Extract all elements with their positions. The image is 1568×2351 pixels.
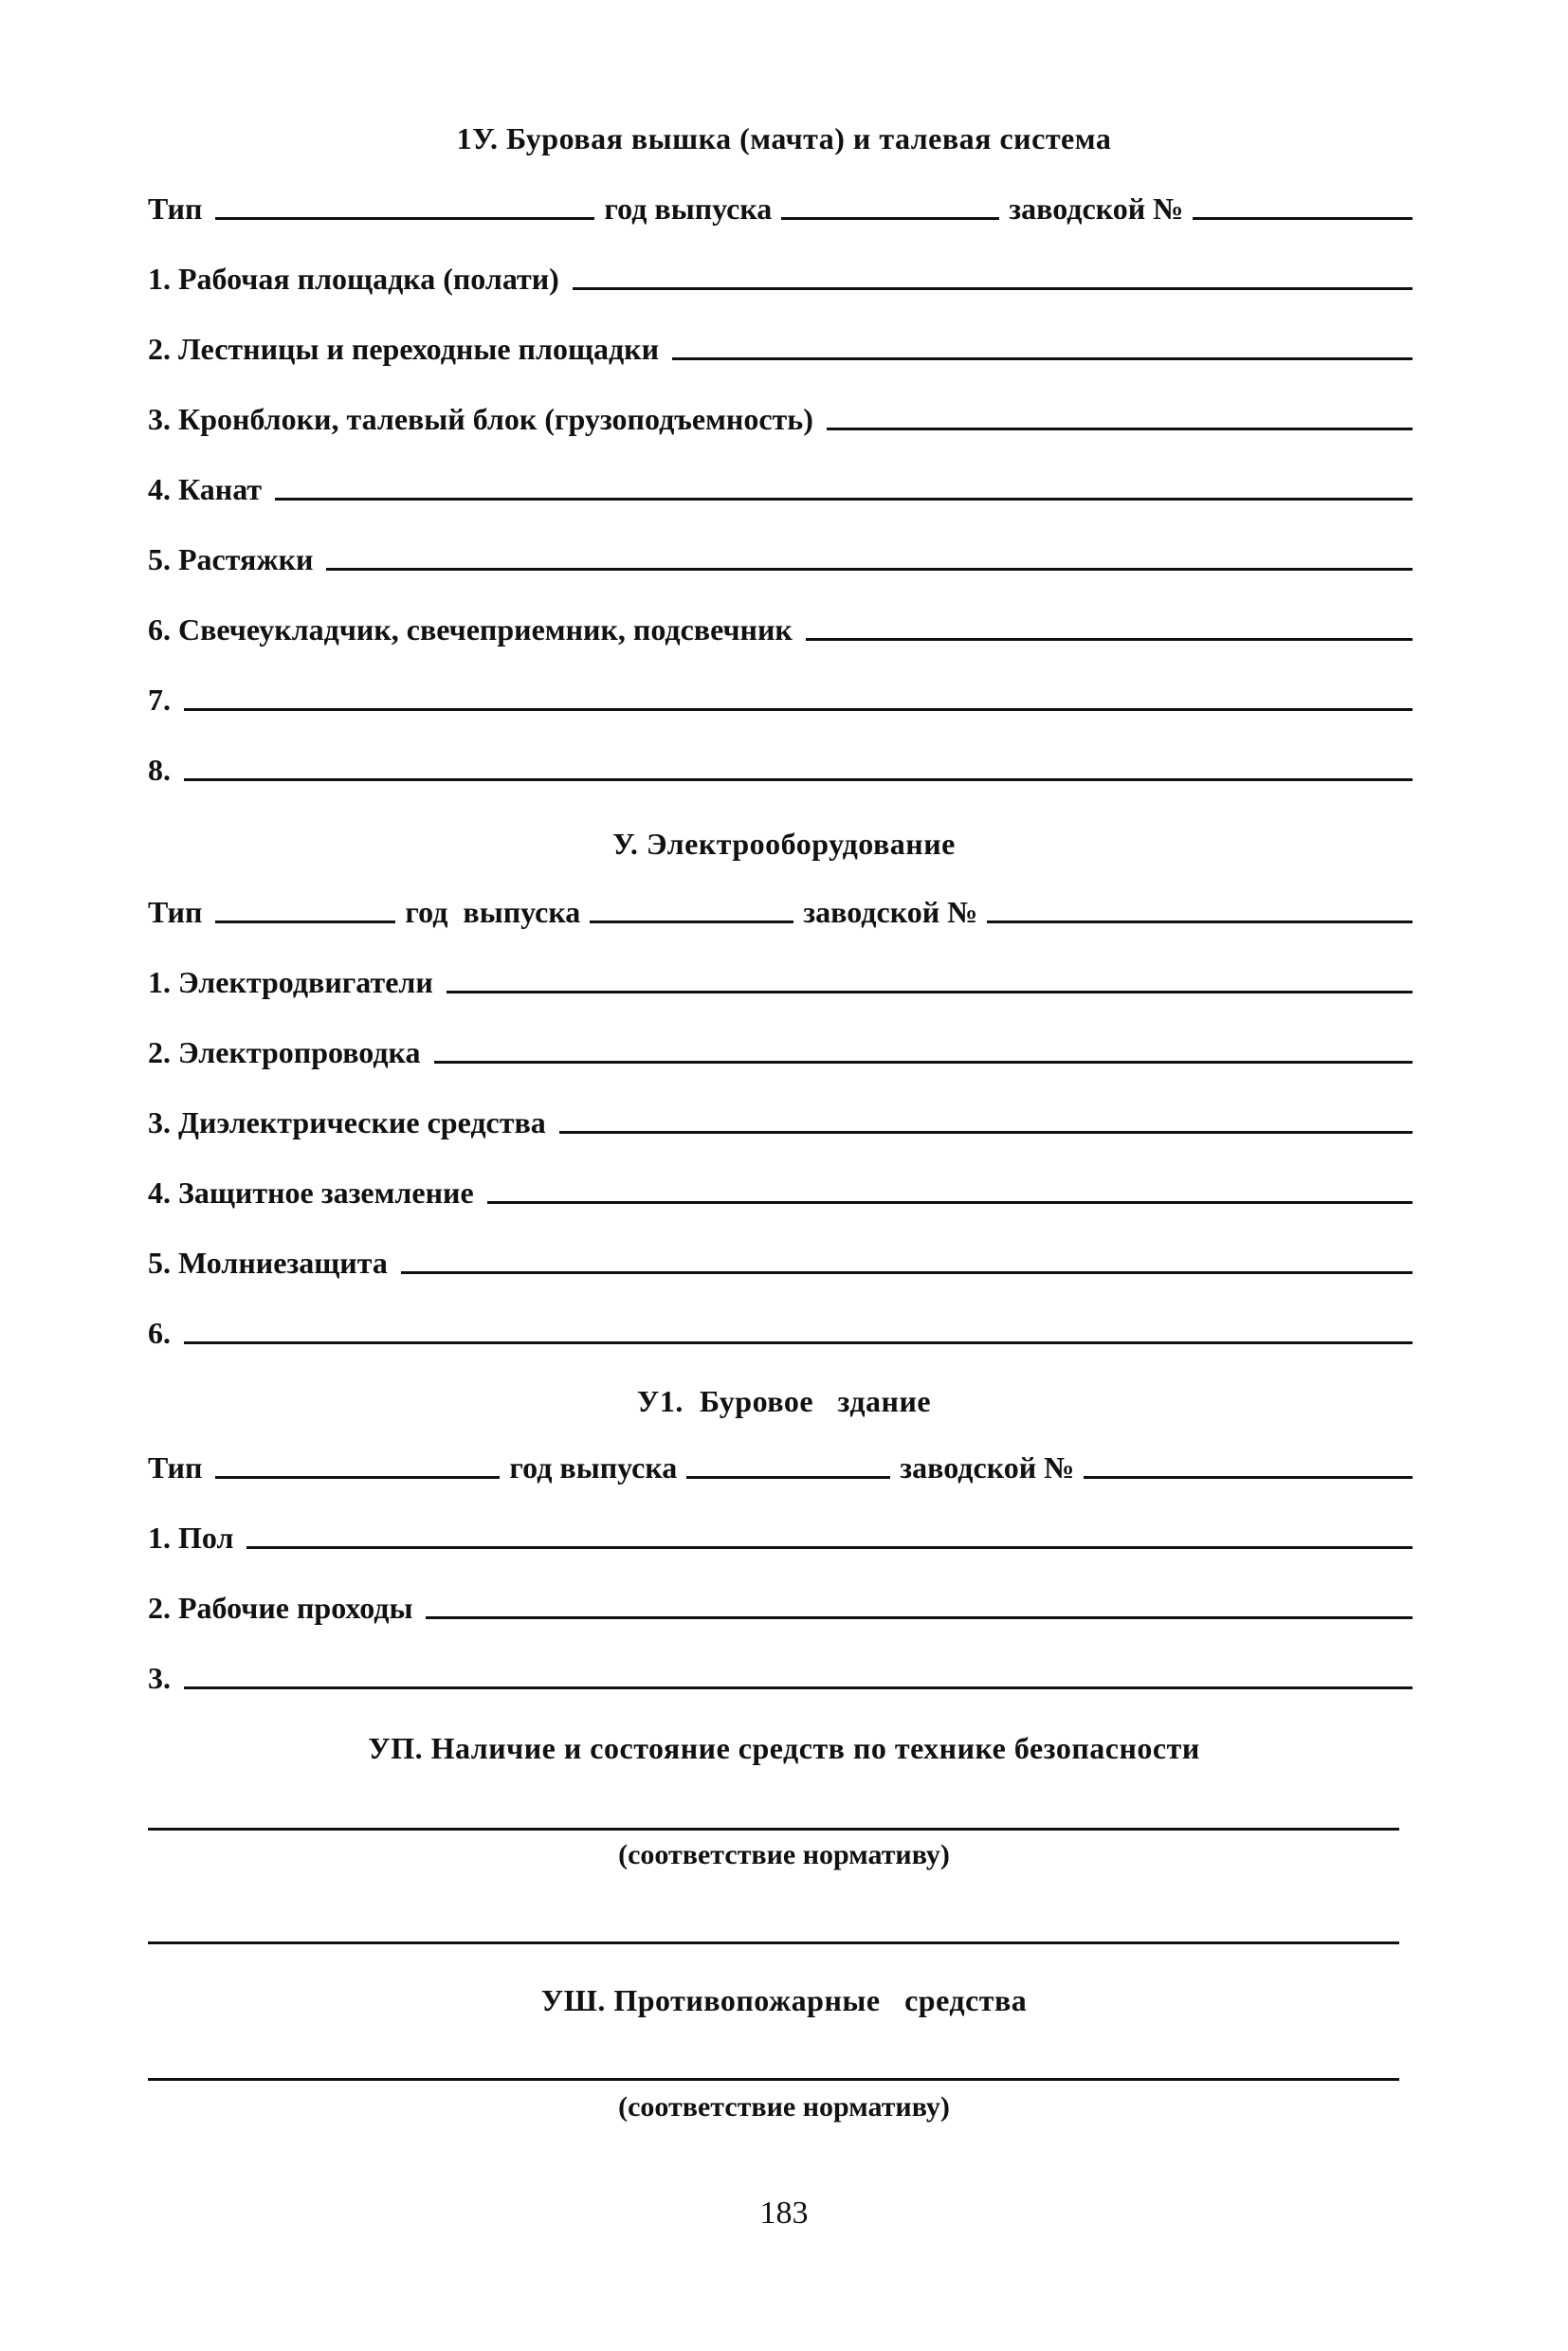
- item-field[interactable]: [326, 568, 1413, 571]
- section-8-field[interactable]: [148, 2078, 1399, 2081]
- item-label: 1. Рабочая площадка (полати): [148, 262, 559, 296]
- section-5-type-row: [148, 889, 1413, 931]
- serial-label: заводской №: [803, 895, 978, 929]
- item-field[interactable]: [184, 1686, 1413, 1689]
- section-6-type-row: [148, 1445, 1413, 1486]
- item-label: 6.: [148, 1316, 171, 1350]
- section-7-title: УП. Наличие и состояние средств по технике безопасности: [368, 1731, 1200, 1765]
- type-field[interactable]: [215, 920, 395, 923]
- section-5-item: [148, 1030, 1413, 1071]
- section-4-title: 1У. Буровая вышка (мачта) и талевая система: [456, 121, 1112, 155]
- item-field[interactable]: [246, 1546, 1413, 1549]
- item-label: 1. Пол: [148, 1521, 234, 1555]
- item-label: 3.: [148, 1661, 171, 1695]
- section-6-item: [148, 1585, 1413, 1627]
- section-5-item: [148, 1100, 1413, 1141]
- section-8-title: УШ. Противопожарные средства: [540, 1983, 1028, 2017]
- serial-field[interactable]: [1193, 217, 1413, 220]
- section-6-item: [148, 1515, 1413, 1557]
- item-field[interactable]: [806, 638, 1413, 641]
- item-field[interactable]: [447, 991, 1413, 993]
- section-5-item: [148, 1240, 1413, 1282]
- serial-field[interactable]: [987, 920, 1413, 923]
- section-4-item: [148, 326, 1413, 368]
- section-4-item: [148, 607, 1413, 648]
- year-field[interactable]: [590, 920, 793, 923]
- item-label: 6. Свечеукладчик, свечеприемник, подсвечник: [148, 612, 793, 647]
- type-label: Тип: [148, 895, 203, 929]
- section-5-title: У. Электрооборудование: [612, 827, 956, 861]
- item-label: 5. Молниезащита: [148, 1246, 388, 1280]
- item-field[interactable]: [573, 287, 1413, 290]
- section-8-caption: (соответствие нормативу): [618, 2091, 950, 2123]
- type-field[interactable]: [215, 217, 594, 220]
- item-label: 3. Диэлектрические средства: [148, 1105, 546, 1139]
- item-field[interactable]: [401, 1271, 1413, 1274]
- item-label: 5. Растяжки: [148, 542, 314, 576]
- section-7-caption: (соответствие нормативу): [618, 1839, 950, 1870]
- section-6-title: У1. Буровое здание: [636, 1384, 932, 1418]
- serial-field[interactable]: [1084, 1476, 1413, 1479]
- section-6-item: [148, 1655, 1413, 1697]
- item-label: 1. Электродвигатели: [148, 965, 433, 999]
- item-field[interactable]: [827, 428, 1413, 430]
- item-label: 2. Рабочие проходы: [148, 1591, 413, 1625]
- section-4-type-row: [148, 186, 1413, 228]
- item-label: 2. Электропроводка: [148, 1035, 421, 1069]
- section-4-item: [148, 396, 1413, 438]
- item-label: 3. Кронблоки, талевый блок (грузоподъемность): [148, 402, 813, 436]
- section-7-field-2[interactable]: [148, 1941, 1399, 1944]
- year-label: год выпуска: [604, 191, 773, 226]
- item-field[interactable]: [426, 1616, 1413, 1619]
- item-label: 7.: [148, 683, 171, 717]
- type-label: Тип: [148, 191, 203, 226]
- section-4-item: [148, 466, 1413, 508]
- item-label: 2. Лестницы и переходные площадки: [148, 332, 660, 366]
- year-label: год выпуска: [405, 895, 581, 929]
- item-field[interactable]: [184, 778, 1413, 781]
- item-label: 8.: [148, 753, 171, 787]
- item-field[interactable]: [559, 1131, 1413, 1134]
- section-4-item: [148, 256, 1413, 298]
- item-field[interactable]: [184, 1341, 1413, 1344]
- year-label: год выпуска: [509, 1450, 678, 1485]
- item-field[interactable]: [275, 498, 1413, 501]
- serial-label: заводской №: [1009, 191, 1184, 226]
- type-field[interactable]: [215, 1476, 500, 1479]
- item-field[interactable]: [487, 1201, 1413, 1204]
- section-7-field[interactable]: [148, 1828, 1399, 1831]
- year-field[interactable]: [686, 1476, 890, 1479]
- year-field[interactable]: [781, 217, 999, 220]
- type-label: Тип: [148, 1450, 203, 1485]
- section-5-item: [148, 1310, 1413, 1352]
- section-4-item: [148, 677, 1413, 719]
- item-label: 4. Защитное заземление: [148, 1176, 474, 1210]
- section-5-item: [148, 1170, 1413, 1212]
- section-5-item: [148, 959, 1413, 1001]
- item-field[interactable]: [184, 708, 1413, 711]
- item-label: 4. Канат: [148, 472, 263, 506]
- section-4-item: [148, 747, 1413, 789]
- page-number: 183: [759, 2196, 809, 2231]
- item-field[interactable]: [672, 357, 1413, 360]
- serial-label: заводской №: [900, 1450, 1075, 1485]
- section-4-item: [148, 537, 1413, 578]
- item-field[interactable]: [434, 1061, 1413, 1064]
